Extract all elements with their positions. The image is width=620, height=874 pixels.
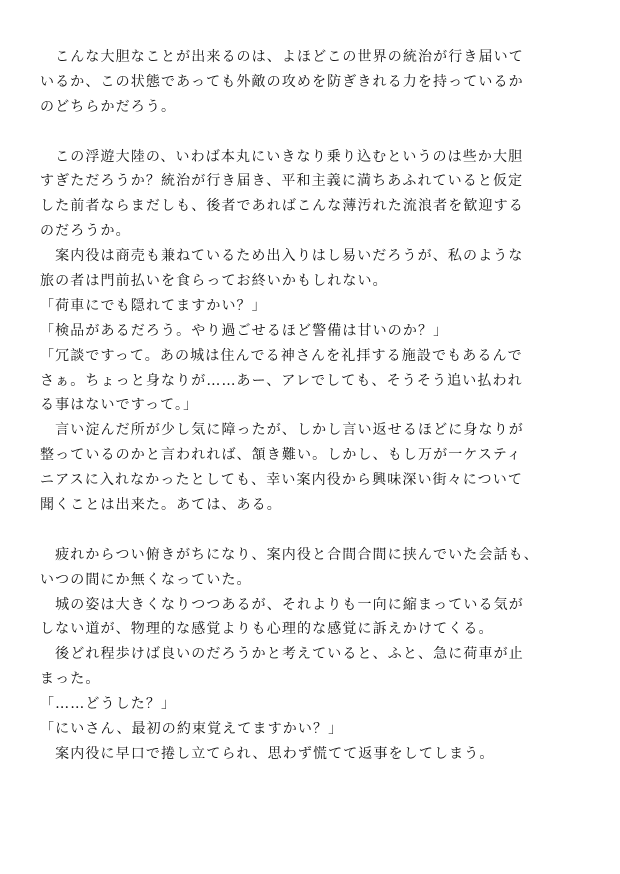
text-line: 案内役に早口で捲し立てられ、思わず慌てて返事をしてしまう。 — [40, 745, 495, 762]
text-line: 疲れからつい俯きがちになり、案内役と合間合間に挟んでいた会話も、 — [40, 546, 539, 563]
dialogue-line: 「検品があるだろう。やり過ごせるほど警備は甘いのか？」 — [40, 322, 449, 339]
text-line: のだろうか。 — [40, 223, 131, 240]
text-line: した前者ならまだしも、後者であればこんな薄汚れた流浪者を歓迎する — [40, 198, 524, 215]
blank-line — [40, 518, 582, 543]
text-line: ニアスに入れなかったとしても、幸い案内役から興味深い街々について — [40, 472, 523, 489]
text-line: 案内役は商売も兼ねているため出入りはし易いだろうが、私のような — [40, 248, 524, 265]
text-line: こんな大胆なことが出来るのは、よほどこの世界の統治が行き届いて — [40, 49, 524, 65]
text-line: いつの間にか無くなっていた。 — [40, 571, 252, 588]
text-line: すぎただろうか？統治が行き届き、平和主義に満ちあふれていると仮定 — [40, 173, 524, 190]
text-line: 後どれ程歩けば良いのだろうかと考えていると、ふと、急に荷車が止 — [40, 646, 524, 663]
text-line: のどちらかだろう。 — [40, 98, 177, 115]
text-line: 言い淀んだ所が少し気に障ったが、しかし言い返せるほどに身なりが — [40, 422, 524, 439]
dialogue-line: 「冗談ですって。あの城は住んでる神さんを礼拝する施設でもあるんで — [40, 347, 523, 364]
text-line: 聞くことは出来た。あては、ある。 — [40, 497, 282, 514]
dialogue-line: 「……どうした？」 — [40, 696, 177, 713]
text-line: いるか、この状態であっても外敵の攻めを防ぎきれる力を持っているか — [40, 73, 524, 90]
text-line: 城の姿は大きくなりつつあるが、それよりも一向に縮まっている気が — [40, 596, 524, 613]
text-line: 整っているのかと言われれば、頷き難い。しかし、もし万が一ケスティ — [40, 447, 522, 464]
text-line: さぁ。ちょっと身なりが……あー、アレでしても、そうそう追い払われ — [40, 372, 523, 389]
dialogue-line: 「にいさん、最初の約束覚えてますかい？」 — [40, 721, 344, 738]
text-line: 旅の者は門前払いを食らってお終いかもしれない。 — [40, 273, 388, 290]
text-line: る事はないですって。」 — [40, 397, 199, 414]
blank-line — [40, 120, 582, 145]
text-line: しない道が、物理的な感覚よりも心理的な感覚に訴えかけてくる。 — [40, 621, 494, 638]
text-line: まった。 — [40, 671, 101, 688]
dialogue-line: 「荷車にでも隠れてますかい？」 — [40, 297, 267, 314]
text-line: この浮遊大陸の、いわば本丸にいきなり乗り込むというのは些か大胆 — [40, 148, 524, 165]
